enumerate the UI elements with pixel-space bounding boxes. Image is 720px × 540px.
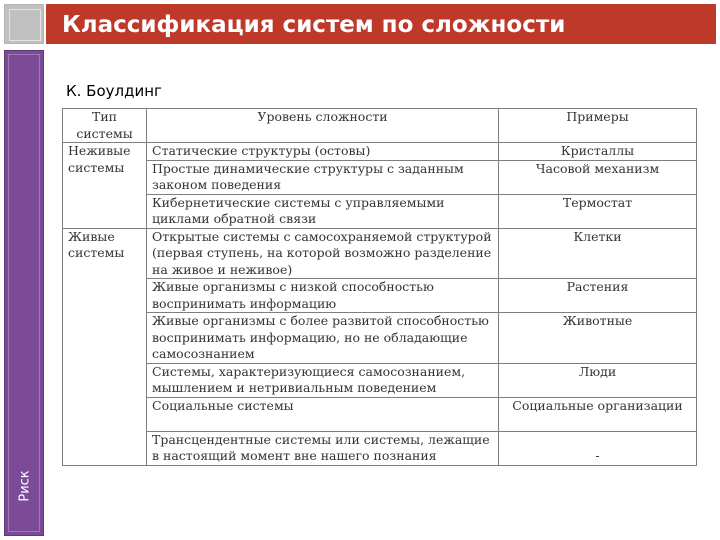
table-row bbox=[63, 363, 697, 397]
table-row bbox=[63, 194, 697, 228]
column-header-level: Уровень сложности bbox=[147, 109, 499, 143]
table-row bbox=[63, 431, 697, 465]
example-cell: Клетки bbox=[499, 228, 697, 279]
column-header-examples: Примеры bbox=[499, 109, 697, 143]
example-cell: Растения bbox=[499, 279, 697, 313]
example-cell: Животные bbox=[499, 313, 697, 364]
level-cell: Открытые системы с самосохраняемой структурой (первая ступень, на которой возможно разделение на живое и неживое) bbox=[147, 228, 499, 279]
table-row bbox=[63, 279, 697, 313]
side-bar bbox=[4, 50, 44, 536]
type-cell: Неживые системы bbox=[63, 143, 147, 229]
table-row bbox=[63, 313, 697, 364]
example-cell: - bbox=[499, 431, 697, 465]
level-cell: Социальные системы bbox=[147, 397, 499, 431]
level-cell: Статические структуры (остовы) bbox=[147, 143, 499, 161]
level-cell: Системы, характеризующиеся самосознанием, мышлением и нетривиальным поведением bbox=[147, 363, 499, 397]
table-row bbox=[63, 228, 697, 279]
level-cell: Живые организмы с более развитой способностью воспринимать информацию, но не обладающие самосознанием bbox=[147, 313, 499, 364]
level-cell: Живые организмы с низкой способностью воспринимать информацию bbox=[147, 279, 499, 313]
level-cell: Трансцендентные системы или системы, лежащие в настоящий момент вне нашего познания bbox=[147, 431, 499, 465]
level-cell: Кибернетические системы с управляемыми циклами обратной связи bbox=[147, 194, 499, 228]
title-bar bbox=[46, 4, 716, 44]
level-cell: Простые динамические структуры с заданным законом поведения bbox=[147, 160, 499, 194]
table-row bbox=[63, 160, 697, 194]
example-cell: Социальные организации bbox=[499, 397, 697, 431]
corner-decoration bbox=[4, 4, 44, 44]
side-label bbox=[7, 455, 43, 517]
column-header-type: Тип системы bbox=[63, 109, 147, 143]
table-row bbox=[63, 143, 697, 161]
classification-table bbox=[62, 108, 697, 466]
author-subtitle: К. Боулдинг bbox=[66, 82, 162, 100]
example-cell: Люди bbox=[499, 363, 697, 397]
slide-title: Классификация систем по сложности bbox=[62, 12, 566, 38]
side-label-text: Риск bbox=[17, 470, 33, 502]
example-cell: Термостат bbox=[499, 194, 697, 228]
example-cell: Кристаллы bbox=[499, 143, 697, 161]
table-row bbox=[63, 397, 697, 431]
example-cell: Часовой механизм bbox=[499, 160, 697, 194]
table-header-row bbox=[63, 109, 697, 143]
type-cell: Живые системы bbox=[63, 228, 147, 465]
